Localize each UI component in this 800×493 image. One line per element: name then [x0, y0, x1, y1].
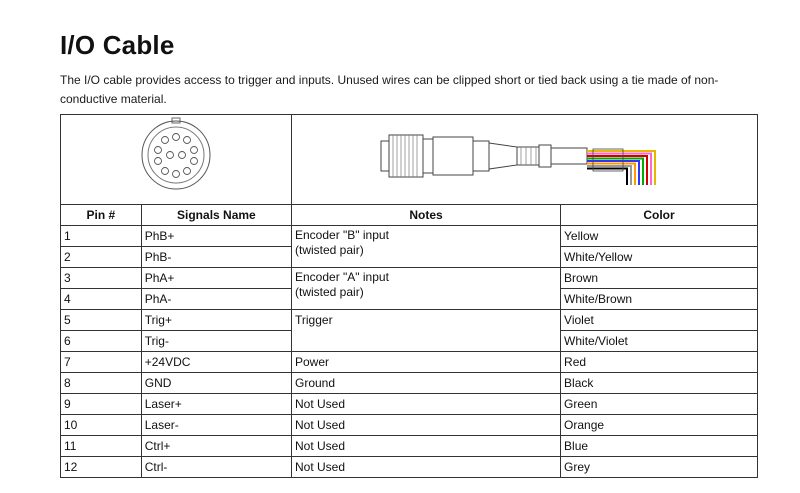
- table-header-row: [61, 205, 758, 226]
- color-cell: Blue: [561, 436, 758, 457]
- table-row: [61, 226, 758, 247]
- pin-cell: 2: [61, 247, 142, 268]
- signal-cell: GND: [141, 373, 291, 394]
- io-cable-table: [60, 114, 758, 478]
- pin-cell: 11: [61, 436, 142, 457]
- signal-cell: PhA+: [141, 268, 291, 289]
- notes-cell: Power: [292, 352, 561, 373]
- table-row: [61, 394, 758, 415]
- signal-cell: Laser+: [141, 394, 291, 415]
- color-cell: Violet: [561, 310, 758, 331]
- connector-face-icon: [64, 115, 288, 198]
- notes-cell: Encoder "A" input (twisted pair): [292, 268, 561, 310]
- pin-cell: 7: [61, 352, 142, 373]
- color-cell: Green: [561, 394, 758, 415]
- pin-cell: 10: [61, 415, 142, 436]
- signal-cell: Trig+: [141, 310, 291, 331]
- table-row: [61, 310, 758, 331]
- signal-cell: PhB-: [141, 247, 291, 268]
- color-cell: Yellow: [561, 226, 758, 247]
- pin-cell: 4: [61, 289, 142, 310]
- page-title: I/O Cable: [60, 30, 175, 60]
- notes-cell: Not Used: [292, 436, 561, 457]
- notes-cell: Not Used: [292, 415, 561, 436]
- pin-cell: 5: [61, 310, 142, 331]
- cable-illustration-icon: [295, 115, 754, 198]
- color-cell: White/Yellow: [561, 247, 758, 268]
- notes-cell: Not Used: [292, 457, 561, 478]
- signal-cell: PhA-: [141, 289, 291, 310]
- pin-cell: 8: [61, 373, 142, 394]
- color-cell: Brown: [561, 268, 758, 289]
- color-cell: Black: [561, 373, 758, 394]
- notes-cell: Not Used: [292, 394, 561, 415]
- signal-cell: +24VDC: [141, 352, 291, 373]
- image-row: [61, 115, 758, 205]
- notes-cell: Encoder "B" input (twisted pair): [292, 226, 561, 268]
- table-row: [61, 436, 758, 457]
- table-row: [61, 373, 758, 394]
- table-row: [61, 457, 758, 478]
- signal-cell: Ctrl-: [141, 457, 291, 478]
- intro-paragraph: The I/O cable provides access to trigger and inputs. Unused wires can be clipped short or tied back using a tie made of non-conductive material.: [60, 73, 719, 106]
- table-row: [61, 268, 758, 289]
- signal-cell: PhB+: [141, 226, 291, 247]
- color-cell: White/Brown: [561, 289, 758, 310]
- table-row: [61, 352, 758, 373]
- table-row: [61, 415, 758, 436]
- pin-cell: 1: [61, 226, 142, 247]
- color-cell: Red: [561, 352, 758, 373]
- header-signal: Signals Name: [141, 205, 291, 226]
- pin-cell: 9: [61, 394, 142, 415]
- pin-cell: 6: [61, 331, 142, 352]
- header-notes: Notes: [292, 205, 561, 226]
- header-color: Color: [561, 205, 758, 226]
- pin-cell: 3: [61, 268, 142, 289]
- notes-cell: Trigger: [292, 310, 561, 352]
- signal-cell: Ctrl+: [141, 436, 291, 457]
- cable-illustration-cell: [292, 115, 758, 205]
- signal-cell: Laser-: [141, 415, 291, 436]
- header-pin: Pin #: [61, 205, 142, 226]
- color-cell: Orange: [561, 415, 758, 436]
- color-cell: White/Violet: [561, 331, 758, 352]
- pin-cell: 12: [61, 457, 142, 478]
- color-cell: Grey: [561, 457, 758, 478]
- notes-cell: Ground: [292, 373, 561, 394]
- connector-face-cell: [61, 115, 292, 205]
- signal-cell: Trig-: [141, 331, 291, 352]
